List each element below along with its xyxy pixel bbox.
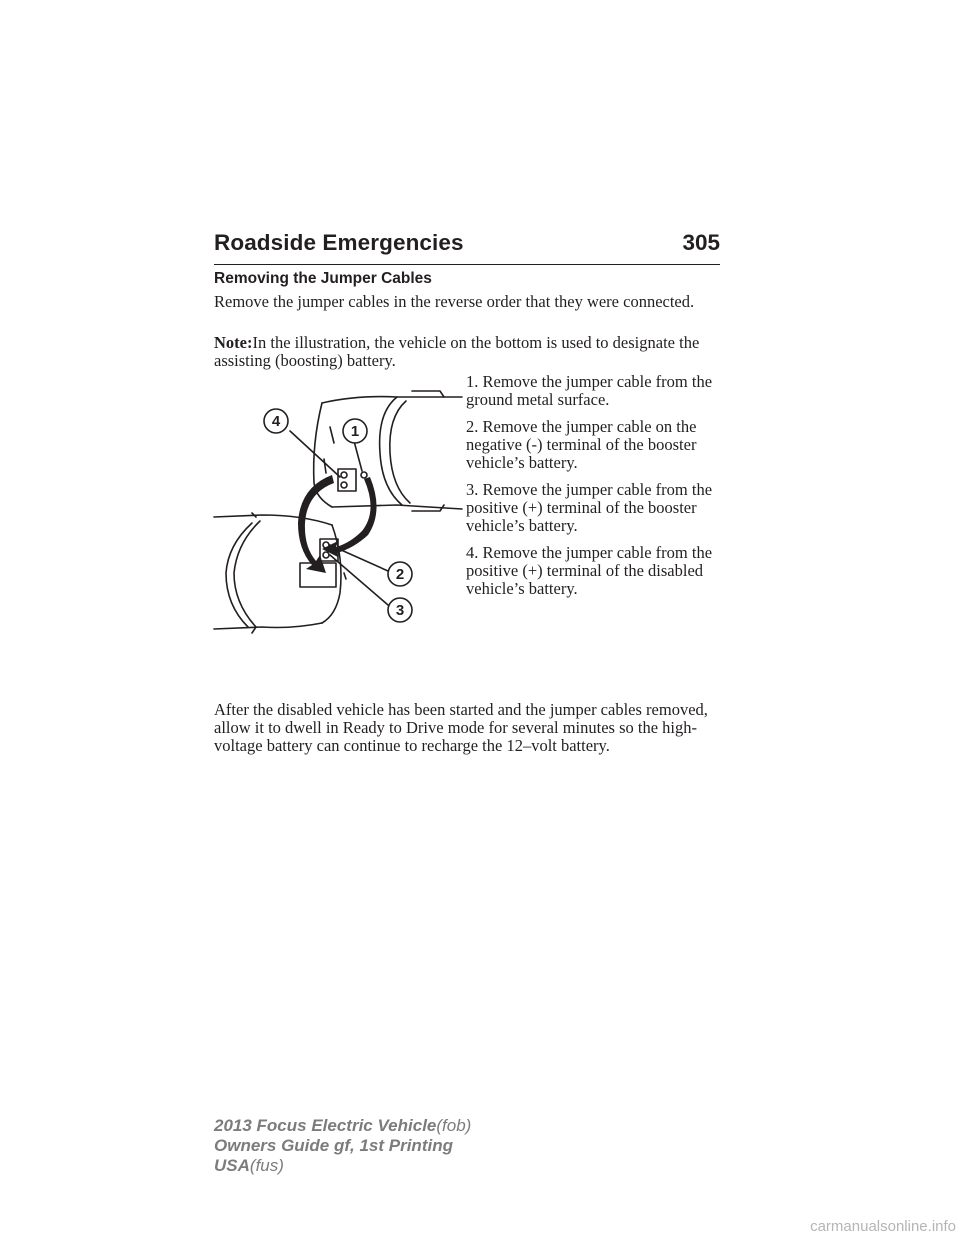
note-paragraph	[214, 334, 724, 370]
svg-text:3: 3	[395, 602, 405, 619]
intro-paragraph: Remove the jumper cables in the reverse order that they were connected.	[214, 292, 695, 311]
section-heading: Removing the Jumper Cables	[214, 270, 432, 287]
callout-3	[388, 598, 412, 622]
step-item: 2. Remove the jumper cable on the negative (-) terminal of the booster vehicle’s battery.	[466, 417, 697, 472]
booster-vehicle-outline	[214, 513, 346, 633]
footer-line-2: Owners Guide gf, 1st Printing	[214, 1136, 453, 1155]
page-header	[214, 228, 720, 265]
closing-paragraph: After the disabled vehicle has been started and the jumper cables removed, allow it to dwell in Ready to Drive mode for several minutes so the high-voltage battery can continue to recharge the 12–volt battery.	[214, 700, 708, 755]
disabled-battery	[338, 469, 367, 491]
footer-line-3: USA(fus)	[214, 1156, 284, 1175]
callout-2	[388, 562, 412, 586]
callout-1	[343, 419, 367, 443]
step-item: 3. Remove the jumper cable from the positive (+) terminal of the booster vehicle’s battery.	[466, 480, 713, 535]
footer-line-1: 2013 Focus Electric Vehicle(fob)	[214, 1116, 472, 1135]
cable-arrow-right	[322, 477, 377, 557]
page-number: 305	[682, 230, 720, 255]
removal-steps-list	[466, 373, 724, 607]
note-label: Note:	[214, 333, 253, 352]
page-footer	[214, 1116, 471, 1176]
chapter-title: Roadside Emergencies	[214, 230, 464, 255]
svg-text:1: 1	[350, 423, 360, 440]
step-item: 4. Remove the jumper cable from the positive (+) terminal of the disabled vehicle’s battery.	[466, 543, 713, 598]
note-text: In the illustration, the vehicle on the bottom is used to designate the assisting (boosting) battery.	[214, 333, 700, 370]
disabled-vehicle-outline	[314, 391, 462, 511]
site-watermark: carmanualsonline.info	[810, 1218, 956, 1235]
jumper-cable-illustration	[212, 383, 468, 651]
svg-text:4: 4	[271, 413, 281, 430]
step-item: 1. Remove the jumper cable from the ground metal surface.	[466, 372, 713, 409]
svg-text:2: 2	[395, 566, 405, 583]
callout-4	[264, 409, 288, 433]
